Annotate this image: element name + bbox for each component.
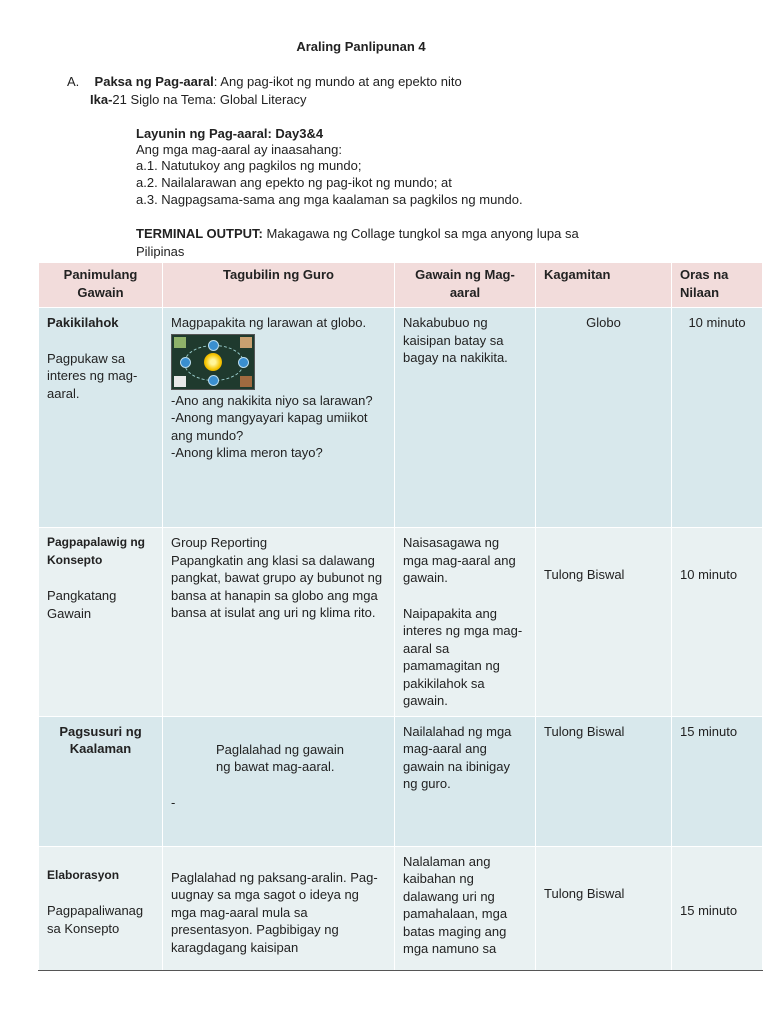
earth-orbit-image [171,334,255,390]
kagamitan-cell: Tulong Biswal [536,846,672,970]
aaral-cell [395,528,536,717]
row-stage-cell [39,528,163,717]
header-panimulang: Panimulang Gawain [39,263,163,308]
layunin-item: a.1. Natutukoy ang pagkilos ng mundo; [136,158,362,173]
table-row [39,846,763,970]
page-title: Araling Panlipunan 4 [296,39,426,54]
layunin-heading: Layunin ng Pag-aaral: Day3&4 [136,126,324,141]
header-kagamitan: Kagamitan [536,263,672,308]
aaral-text: Naipapakita ang interes ng mga mag-aaral sa pamamagitan ng pakikilahok sa gawain. [403,605,523,708]
terminal-output-line [136,225,579,242]
aaral-cell: Nakabubuo ng kaisipan batay sa bagay na nakikita. [395,308,536,528]
guro-question: -Anong mangyayari kapag umiikot ang mundo? [171,410,368,443]
paksa-label: Paksa ng Pag-aaral [94,74,214,89]
stage-sub: Pagpapaliwanag sa Konsepto [47,903,144,936]
row-stage-cell [39,716,163,846]
oras-cell: 10 minuto [672,528,763,717]
table-header-row [39,263,763,308]
guro-text: Magpapakita ng larawan at globo. [171,315,367,330]
layunin-intro: Ang mga mag-aaral ay inaasahang: [136,142,342,157]
stage-sub: Pangkatang Gawain [47,588,117,621]
guro-question: -Anong klima meron tayo? [171,445,323,460]
kagamitan-cell: Globo [536,308,672,528]
oras-cell: 10 minuto [672,308,763,528]
table-row [39,308,763,528]
guro-cell [163,716,395,846]
layunin-item: a.2. Nailalarawan ang epekto ng pag-ikot ng mundo; at [136,175,452,190]
aaral-text: Naisasagawa ng mga mag-aaral ang gawain. [403,535,516,585]
ika-label: Ika- [90,92,113,107]
stage-title: Pagsusuri ng Kaalaman [59,723,142,756]
kagamitan-cell: Tulong Biswal [536,716,672,846]
table-row [39,716,763,846]
header-gawain: Gawain ng Mag- aaral [395,263,536,308]
section-a-line [67,73,462,90]
aaral-cell: Nalalaman ang kaibahan ng dalawang uri ng pamahalaan, mga batas maging ang mga namuno sa [395,846,536,970]
guro-text: - [171,794,176,810]
paksa-value: : Ang pag-ikot ng mundo at ang epekto nito [213,74,462,89]
oras-cell: 15 minuto [672,716,763,846]
section-letter: A. [67,74,80,89]
oras-cell: 15 minuto [672,846,763,970]
stage-title: Elaborasyon [47,867,120,882]
stage-title: Pagpapalawig ng Konsepto [47,535,146,567]
guro-cell [163,528,395,717]
guro-question: -Ano ang nakikita niyo sa larawan? [171,392,373,408]
row-stage-cell [39,846,163,970]
header-oras: Oras na Nilaan [672,263,763,308]
aaral-cell: Nailalahad ng mga mag-aaral ang gawain na ibinigay ng guro. [395,716,536,846]
ika-value: 21 Siglo na Tema: Global Literacy [112,92,307,107]
lesson-plan-table [38,262,763,971]
row-stage-cell [39,308,163,528]
kagamitan-cell: Tulong Biswal [536,528,672,717]
guro-cell: Paglalahad ng paksang-aralin. Pag-uugnay sa mga sagot o ideya ng mga mag-aaral mula sa presentasyon. Pagbibigay ng karagdagang kaisipan [163,846,395,970]
header-tagubilin: Tagubilin ng Guro [163,263,395,308]
guro-text: Group Reporting [171,535,268,550]
guro-cell [163,308,395,528]
guro-text: Papangkatin ang klasi sa dalawang pangkat, bawat grupo ay bubunot ng bansa at hanapin sa globo ang mga bansa at isulat ang uri ng klima rito. [171,552,383,620]
stage-sub: Pagpukaw sa interes ng mag-aaral. [47,350,138,401]
terminal-text: Makagawa ng Collage tungkol sa mga anyong lupa sa [262,226,579,241]
guro-text: Paglalahad ng gawain ng bawat mag-aaral. [216,741,344,774]
layunin-item: a.3. Nagpagsama-sama ang mga kaalaman sa pagkilos ng mundo. [136,192,523,207]
terminal-label: TERMINAL OUTPUT: [136,226,263,241]
terminal-text-cont: Pilipinas [136,244,185,259]
stage-title: Pakikilahok [47,315,119,330]
ika-line [90,91,307,108]
table-row [39,528,763,717]
